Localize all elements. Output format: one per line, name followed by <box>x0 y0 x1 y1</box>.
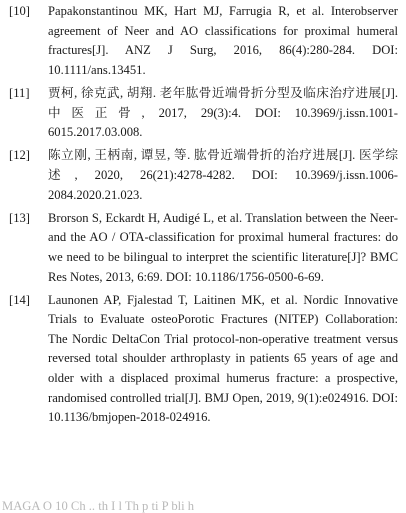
reference-text: 陈立刚, 王柄南, 谭昱, 等. 肱骨近端骨折的治疗进展[J]. 医学综述, 2020, 26(21):4278-4282. DOI: 10.3969/j.issn.1006-2084.2020.21.023. <box>48 148 398 202</box>
reference-item <box>0 146 406 205</box>
reference-number: [12] <box>9 148 30 163</box>
reference-list <box>0 2 406 431</box>
reference-item <box>0 209 406 287</box>
reference-text: Launonen AP, Fjalestad T, Laitinen MK, et al. Nordic Innovative Trials to Evaluate osteoPorotic Fractures (NITEP) Collaboration: The Nordic DeltaCon Trial protocol-non-operative treatment versus reversed total shoulder arthroplasty in patients 65 years of age and older with a displaced proximal humerus fracture: a prospective, randomised controlled trial[J]. BMJ Open, 2019, 9(1):e024916. DOI: 10.1136/bmjopen-2018-024916. <box>48 292 398 425</box>
cut-off-next-line: MAGA O 10 Ch .. th I l Th p ti P bli h <box>2 499 195 513</box>
reference-item <box>0 2 406 80</box>
reference-number: [10] <box>9 4 30 18</box>
reference-number: [11] <box>9 85 30 100</box>
reference-number: [13] <box>9 210 30 225</box>
reference-text: Papakonstantinou MK, Hart MJ, Farrugia R, et al. Interobserver agreement of Neer and AO classifications for proximal humeral fractures[J]. ANZ J Surg, 2016, 86(4):280-284. DOI: 10.1111/ans.13451. <box>48 4 398 77</box>
reference-text: Brorson S, Eckardt H, Audigé L, et al. Translation between the Neer- and the AO / OTA-classification for proximal humeral fractures: do we need to be bilingual to interpret the scientific literature[J]? BMC Res Notes, 2013, 6:69. DOI: 10.1186/1756-0500-6-69. <box>48 210 398 284</box>
reference-item <box>0 84 406 143</box>
reference-text: 贾柯, 徐克武, 胡翔. 老年肱骨近端骨折分型及临床治疗进展[J]. 中医正骨, 2017, 29(3):4. DOI: 10.3969/j.issn.1001-6015.2017.03.008. <box>48 85 398 140</box>
reference-number: [14] <box>9 292 30 307</box>
reference-item <box>0 291 406 428</box>
